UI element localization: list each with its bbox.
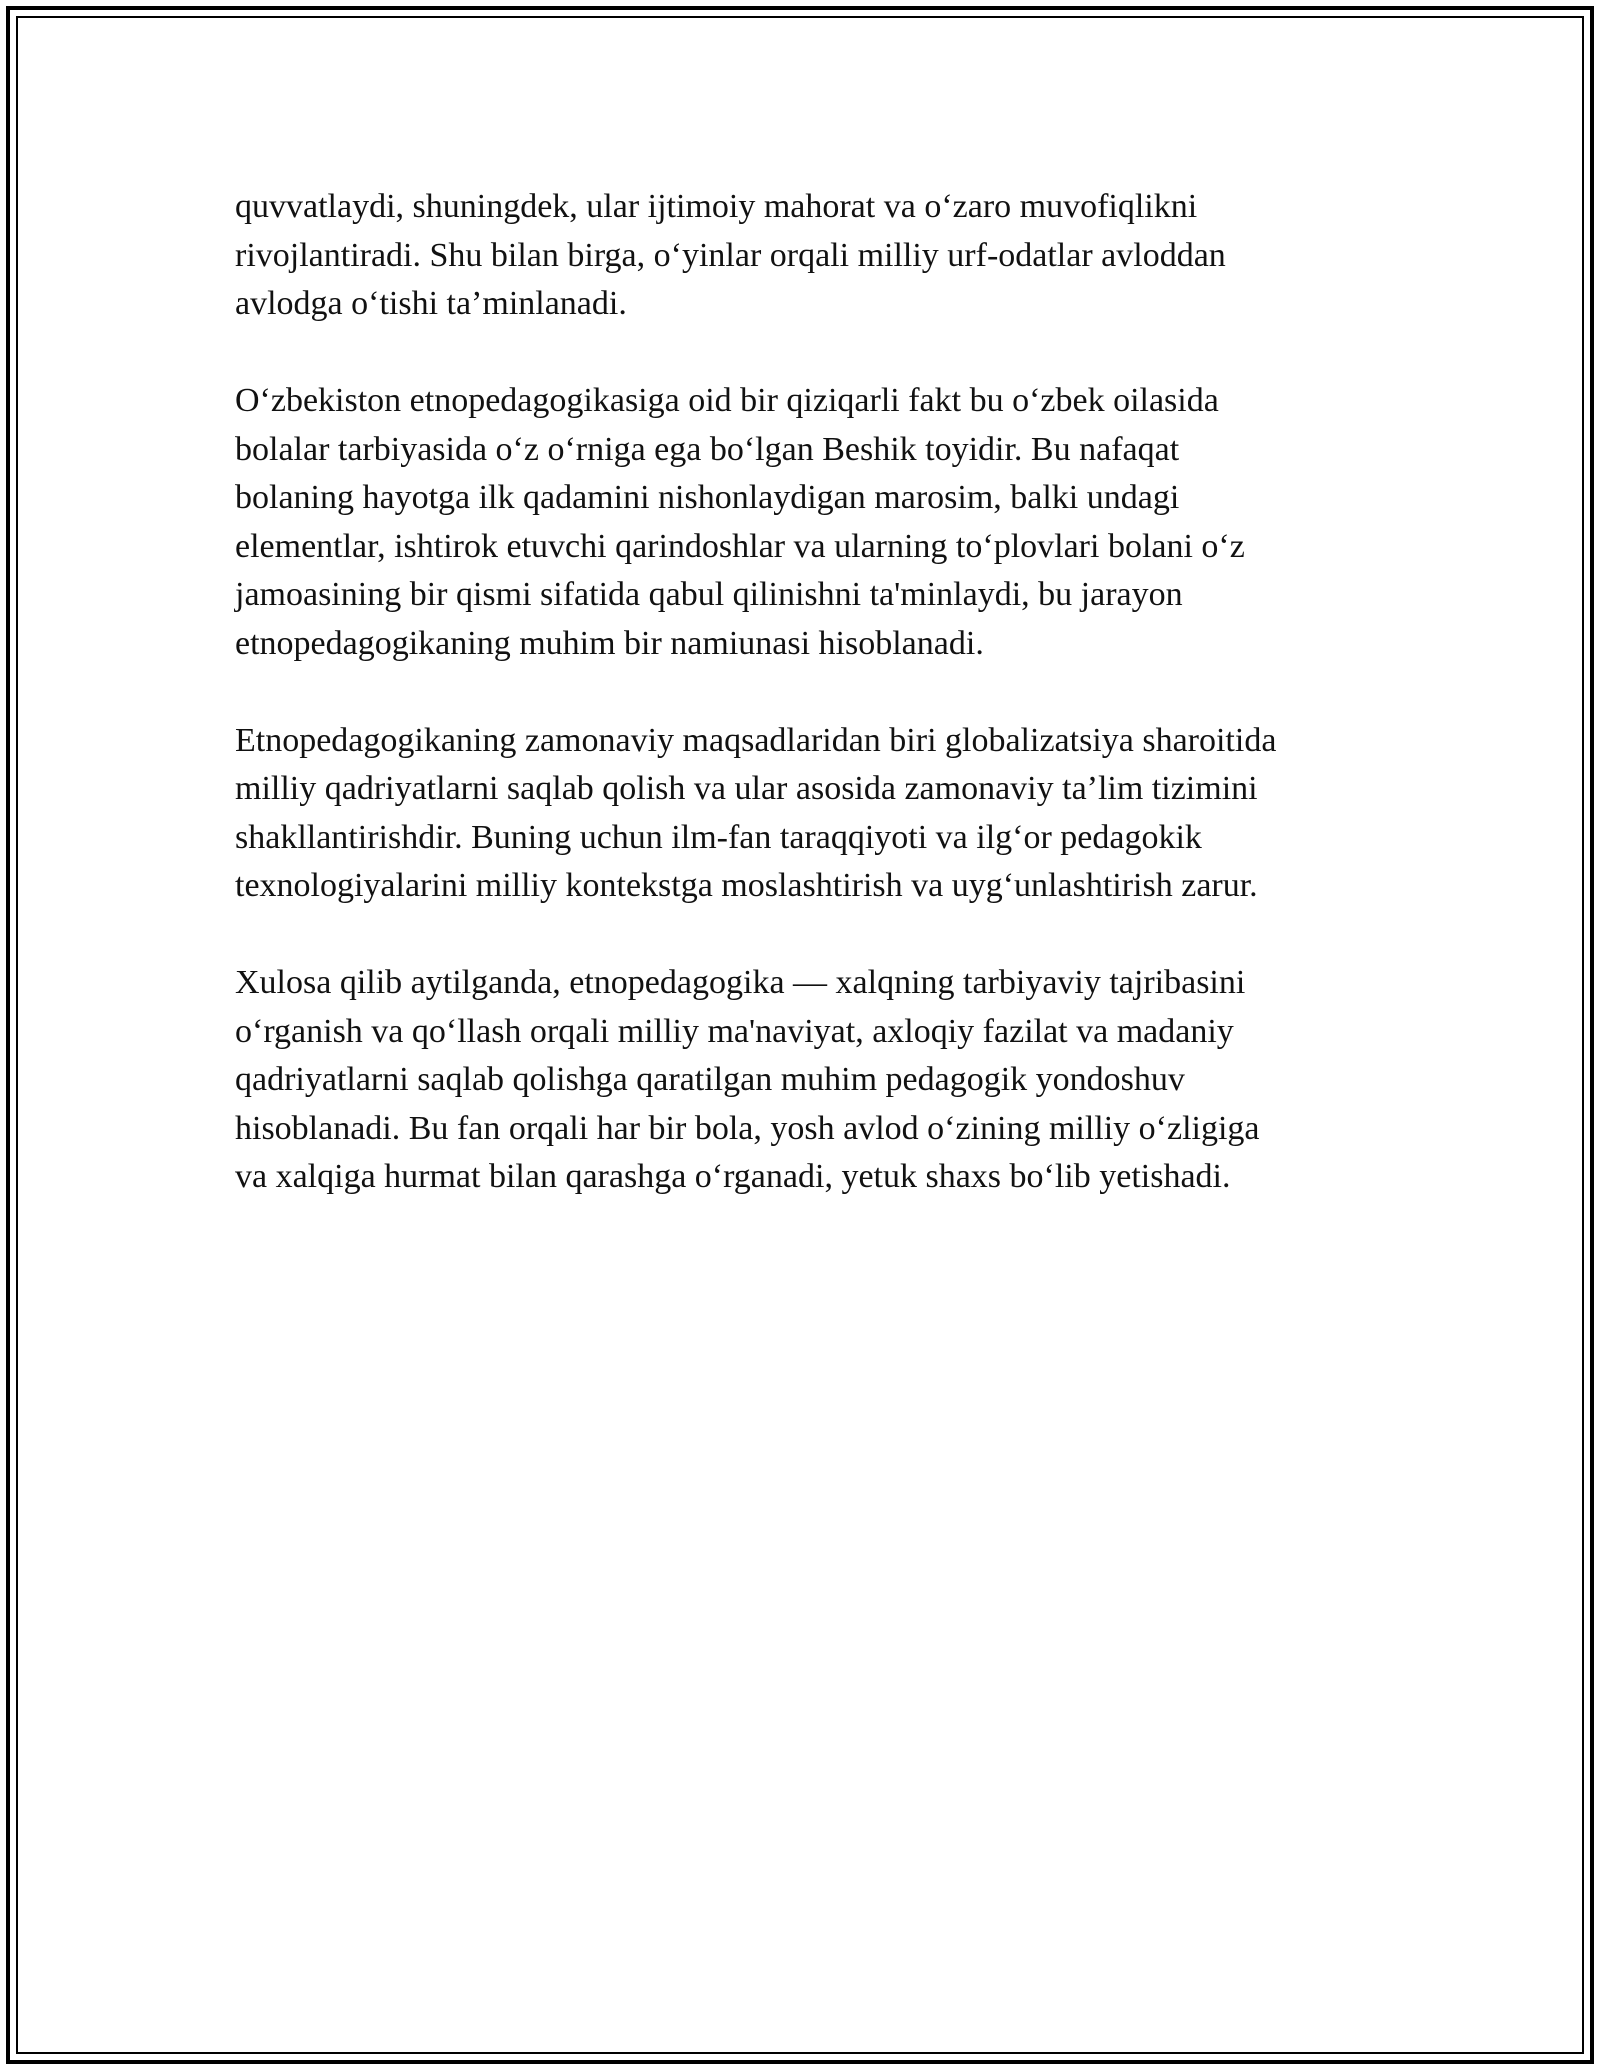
text-line: o‘rganish va qo‘llash orqali milliy ma'naviyat, axloqiy fazilat va madaniy — [235, 1012, 1234, 1050]
paragraph-4 — [235, 959, 1385, 1202]
text-line: etnopedagogikaning muhim bir namiunasi hisoblanadi. — [235, 624, 984, 662]
paragraph-3 — [235, 717, 1385, 911]
text-line: qadriyatlarni saqlab qolishga qaratilgan muhim pedagogik yondoshuv — [235, 1061, 1185, 1098]
text-line: Xulosa qilib aytilganda, etnopedagogika — xalqning tarbiyaviy tajribasini — [235, 964, 1246, 1001]
text-line: avlodga o‘tishi ta’minlanadi. — [235, 285, 627, 322]
paragraph-2 — [235, 377, 1385, 668]
paragraph-1 — [235, 183, 1385, 329]
text-line: bolaning hayotga ilk qadamini nishonlaydigan marosim, balki undagi — [235, 479, 1180, 516]
document-body — [235, 183, 1385, 1250]
text-line: milliy qadriyatlarni saqlab qolish va ular asosida zamonaviy ta’lim tizimini — [235, 770, 1258, 807]
text-line: va xalqiga hurmat bilan qarashga o‘rganadi, yetuk shaxs bo‘lib yetishadi. — [235, 1158, 1231, 1195]
text-line: O‘zbekiston etnopedagogikasiga oid bir qiziqarli fakt bu o‘zbek oilasida — [235, 382, 1219, 419]
text-line: quvvatlaydi, shuningdek, ular ijtimoiy mahorat va o‘zaro muvofiqlikni — [235, 188, 1198, 225]
text-line: elementlar, ishtirok etuvchi qarindoshlar va ularning to‘plovlari bolani o‘z — [235, 527, 1245, 565]
text-line: bolalar tarbiyasida o‘z o‘rniga ega bo‘lgan Beshik toyidir. Bu nafaqat — [235, 430, 1180, 468]
text-line: hisoblanadi. Bu fan orqali har bir bola, yosh avlod o‘zining milliy o‘zligiga — [235, 1109, 1260, 1147]
text-line: jamoasining bir qismi sifatida qabul qilinishni ta'minlaydi, bu jarayon — [235, 576, 1183, 613]
text-line: texnologiyalarini milliy kontekstga moslashtirish va uyg‘unlashtirish zarur. — [235, 867, 1258, 904]
text-line: Etnopedagogikaning zamonaviy maqsadlaridan biri globalizatsiya sharoitida — [235, 721, 1277, 759]
text-line: rivojlantiradi. Shu bilan birga, o‘yinlar orqali milliy urf-odatlar avloddan — [235, 236, 1226, 274]
text-line: shakllantirishdir. Buning uchun ilm-fan taraqqiyoti va ilg‘or pedagokik — [235, 818, 1202, 856]
